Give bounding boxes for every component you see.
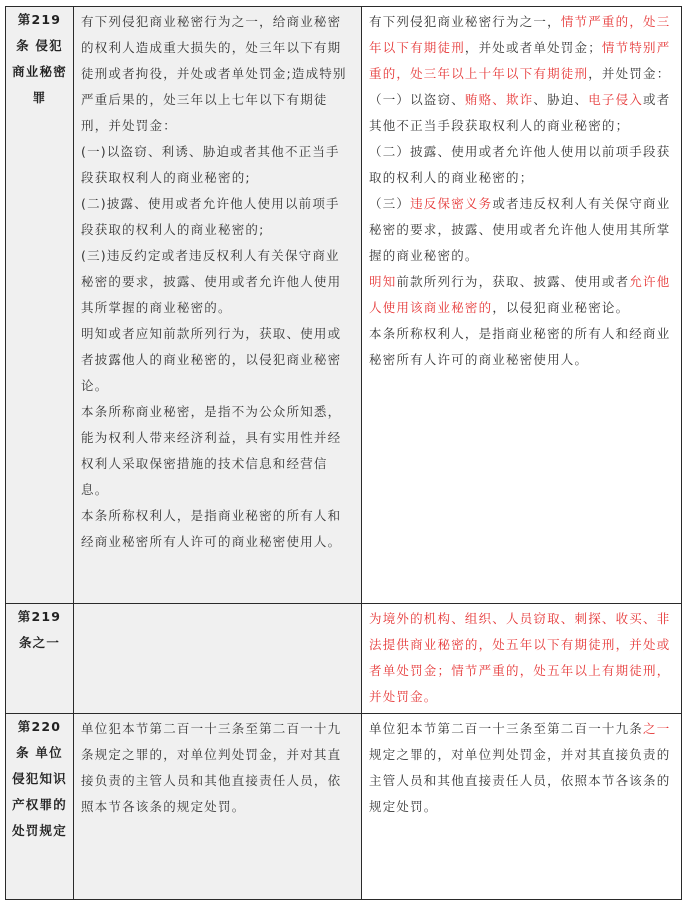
old-text-cell	[74, 7, 362, 604]
old-paragraph: 本条所称商业秘密，是指不为公众所知悉，能为权利人带来经济利益，具有实用性并经权利人采取保密措施的技术信息和经营信息。	[81, 404, 342, 497]
text-segment: 单位犯本节第二百一十三条至第二百一十九条	[369, 721, 644, 736]
text-segment: 本条所称权利人，是指商业秘密的所有人和经商业秘密所有人许可的商业秘密使用人。	[369, 326, 671, 367]
text-segment: ，并处罚金：	[588, 66, 671, 81]
amended-text: 之一	[643, 721, 671, 736]
article-label: 第219条之一	[6, 604, 74, 714]
text-segment: （一）以盗窃、	[369, 92, 465, 107]
new-paragraph	[369, 87, 673, 139]
old-text-cell	[74, 604, 362, 714]
old-paragraph: 单位犯本节第二百一十三条至第二百一十九条规定之罪的，对单位判处罚金，并对其直接负责的主管人员和其他直接责任人员，依照本节各该条的规定处罚。	[81, 721, 342, 814]
new-paragraph	[369, 269, 673, 321]
text-segment: 或者违反权利人有关保守商业秘密的要求，披露、使用或者允许他人使用其所掌握的商业秘密的。	[369, 196, 671, 263]
new-paragraph	[369, 9, 673, 87]
amended-text: 允许他人使用该商业秘密的	[369, 274, 671, 315]
old-paragraph: (二)披露、使用或者允许他人使用以前项手段获取的权利人的商业秘密的;	[81, 196, 340, 237]
text-segment: （二）披露、使用或者允许他人使用以前项手段获取的权利人的商业秘密的；	[369, 144, 671, 185]
table-row	[6, 714, 682, 900]
old-paragraph: 有下列侵犯商业秘密行为之一，给商业秘密的权利人造成重大损失的，处三年以下有期徒刑或者拘役，并处或者单处罚金;造成特别严重后果的，处三年以上七年以下有期徒刑，并处罚金：	[81, 14, 347, 133]
amended-text: 贿赂、欺诈	[464, 92, 534, 107]
text-segment: 规定之罪的，对单位判处罚金，并对其直接负责的主管人员和其他直接责任人员，依照本节各该条的规定处罚。	[369, 747, 671, 814]
text-segment: 、胁迫、	[533, 92, 589, 107]
table-row	[6, 604, 682, 714]
amended-text: 明知	[369, 274, 397, 289]
new-text-cell	[362, 7, 682, 604]
text-segment: 前款所列行为，获取、披露、使用或者	[396, 274, 630, 289]
new-paragraph	[369, 191, 673, 269]
article-label: 第220条 单位侵犯知识产权罪的处罚规定	[6, 714, 74, 900]
amended-text: 情节特别严重的，处三年以上十年以下有期徒刑	[369, 40, 671, 81]
text-segment: 有下列侵犯商业秘密行为之一，	[369, 14, 561, 29]
comparison-table	[5, 6, 682, 900]
amended-text: 情节严重的，处三年以下有期徒刑	[369, 14, 671, 55]
article-label: 第219条 侵犯商业秘密罪	[6, 7, 74, 604]
amended-text: 为境外的机构、组织、人员窃取、刺探、收买、非法提供商业秘密的，处五年以下有期徒刑，并处或者单处罚金；情节严重的，处五年以上有期徒刑，并处罚金。	[369, 611, 671, 704]
text-segment: ，以侵犯商业秘密论。	[492, 300, 630, 315]
new-text-cell	[362, 604, 682, 714]
new-text-cell	[362, 714, 682, 900]
old-paragraph: (一)以盗窃、利诱、胁迫或者其他不正当手段获取权利人的商业秘密的;	[81, 144, 340, 185]
amended-text: 电子侵入	[588, 92, 644, 107]
new-paragraph	[369, 606, 673, 710]
old-text-cell	[74, 714, 362, 900]
new-paragraph	[369, 139, 673, 191]
old-paragraph: 本条所称权利人，是指商业秘密的所有人和经商业秘密所有人许可的商业秘密使用人。	[81, 508, 342, 549]
text-segment: ，并处或者单处罚金；	[464, 40, 602, 55]
text-segment: （三）	[369, 196, 411, 211]
new-paragraph	[369, 321, 673, 373]
amended-text: 违反保密义务	[410, 196, 493, 211]
old-paragraph: (三)违反约定或者违反权利人有关保守商业秘密的要求，披露、使用或者允许他人使用其所掌握的商业秘密的。	[81, 248, 342, 315]
new-paragraph	[369, 716, 673, 820]
old-paragraph: 明知或者应知前款所列行为，获取、使用或者披露他人的商业秘密的，以侵犯商业秘密论。	[81, 326, 342, 393]
table-row	[6, 7, 682, 604]
text-segment: 或者其他不正当手段获取权利人的商业秘密的；	[369, 92, 671, 133]
